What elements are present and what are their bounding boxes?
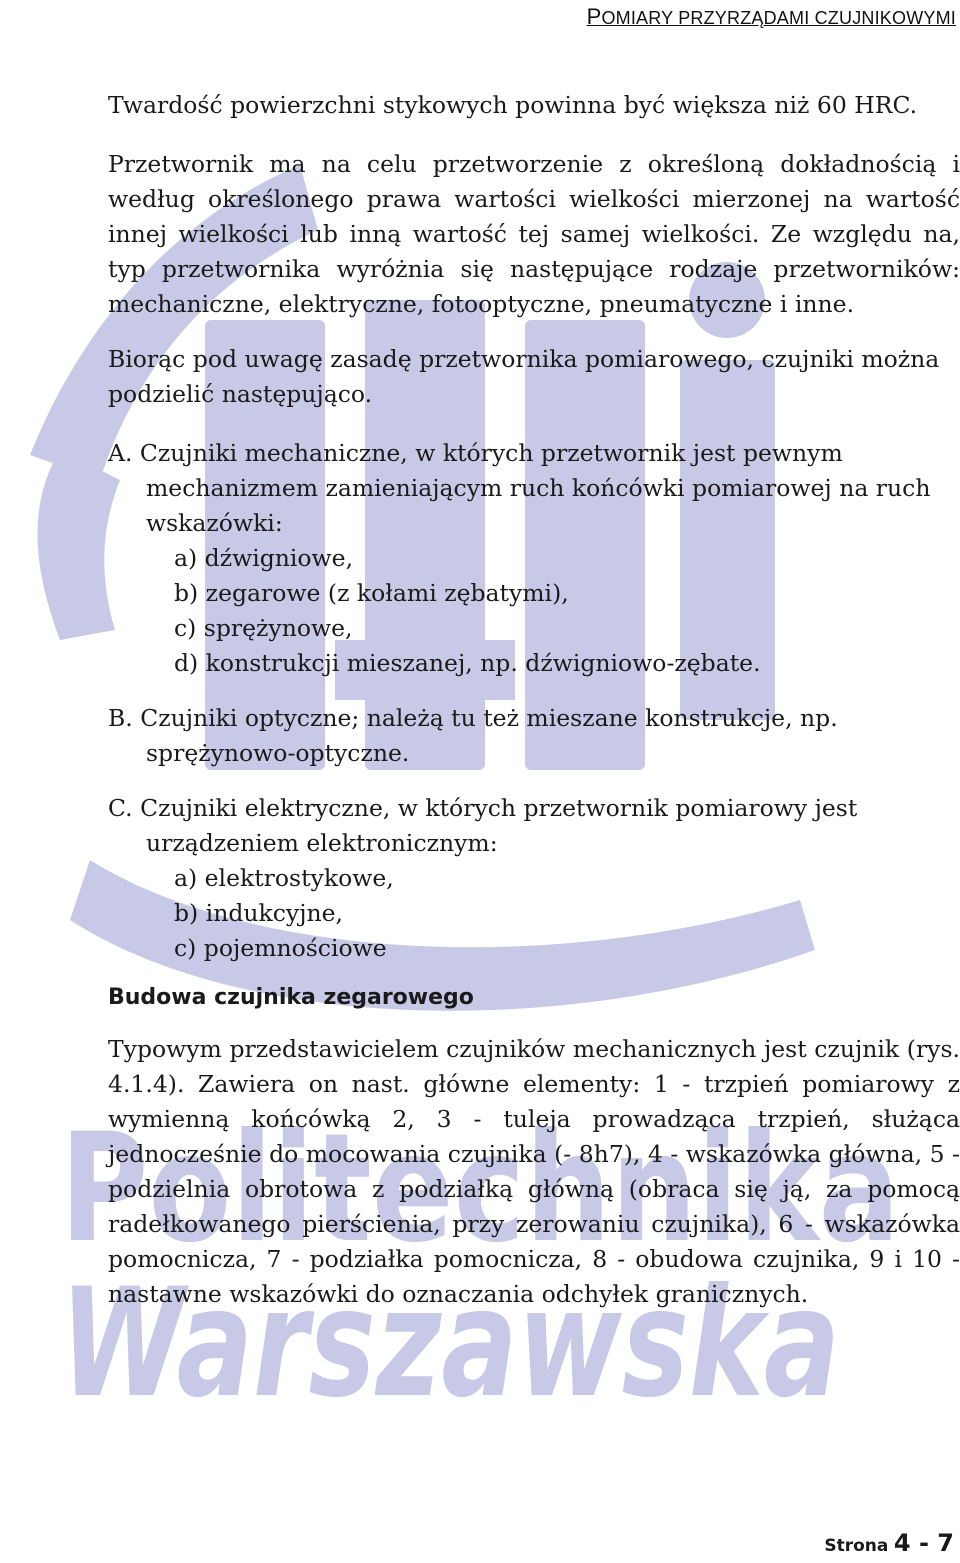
watermark-line1: Politechnika — [60, 1102, 900, 1276]
section-c-text: C. Czujniki elektryczne, w których przetwornik pomiarowy jest urządzeniem elektronicznym: — [108, 794, 858, 857]
section-c-item: a) elektrostykowe, — [174, 864, 394, 892]
page-number: 4 - 7 — [893, 1529, 954, 1557]
section-c-item: c) pojemnościowe — [174, 934, 387, 962]
paragraph-dial-indicator: Typowym przedstawicielem czujników mechanicznych jest czujnik (rys. 4.1.4). Zawiera on nast. główne elementy: 1 - trzpień pomiarowy z wymienną końcówką 2, 3 - tuleja prowadząca trzpień, służąca jednocześnie do mocowania czujnika (- 8h7), 4 - wskazówka główna, 5 - podzielnia obrotowa z podziałką główną (obraca się ją, za pomocą radełkowanego pierścienia, przy zerowaniu czujnika), 6 - wskazówka pomocnicza, 7 - podziałka pomocnicza, 8 - obudowa czujnika, 9 i 10 - nastawne wskazówki do oznaczania odchyłek granicznych. — [108, 1035, 960, 1308]
page-label: Strona — [824, 1536, 889, 1556]
page-header — [587, 4, 956, 30]
section-a-item: c) sprężynowe, — [174, 614, 353, 642]
section-a-item: d) konstrukcji mieszanej, np. dźwigniowo-zębate. — [174, 649, 761, 677]
paragraph-transducer: Przetwornik ma na celu przetworzenie z określoną dokładnością i według określonego prawa wartości wielkości mierzonej na wartość innej wielkości lub inną wartość tej samej wielkości. Ze względu na, typ przetwornika wyróżnia się następujące rodzaje przetworników: mechaniczne, elektryczne, fotooptyczne, pneumatyczne i inne. — [108, 150, 960, 318]
section-a-item: b) zegarowe (z kołami zębatymi), — [174, 579, 569, 607]
header-initial: P — [586, 4, 602, 29]
section-a-text: A. Czujniki mechaniczne, w których przetwornik jest pewnym mechanizmem zamieniającym ruch końcówki pomiarowej na ruch wskazówki: — [108, 439, 931, 537]
watermark-line2: Warszawska — [60, 1257, 840, 1431]
header-title: OMIARY PRZYRZĄDAMI CZUJNIKOWYMI — [601, 8, 956, 28]
page-footer — [824, 1529, 954, 1557]
section-heading: Budowa czujnika zegarowego — [108, 985, 474, 1010]
paragraph-hardness: Twardość powierzchni stykowych powinna być większa niż 60 HRC. — [108, 91, 918, 119]
section-c-item: b) indukcyjne, — [174, 899, 343, 927]
paragraph-classification: Biorąc pod uwagę zasadę przetwornika pomiarowego, czujniki można podzielić następująco. — [108, 345, 940, 408]
section-a-item: a) dźwigniowe, — [174, 544, 354, 572]
section-b-text: B. Czujniki optyczne; należą tu też mieszane konstrukcje, np. sprężynowo-optyczne. — [108, 704, 838, 767]
page-content — [108, 88, 960, 1312]
